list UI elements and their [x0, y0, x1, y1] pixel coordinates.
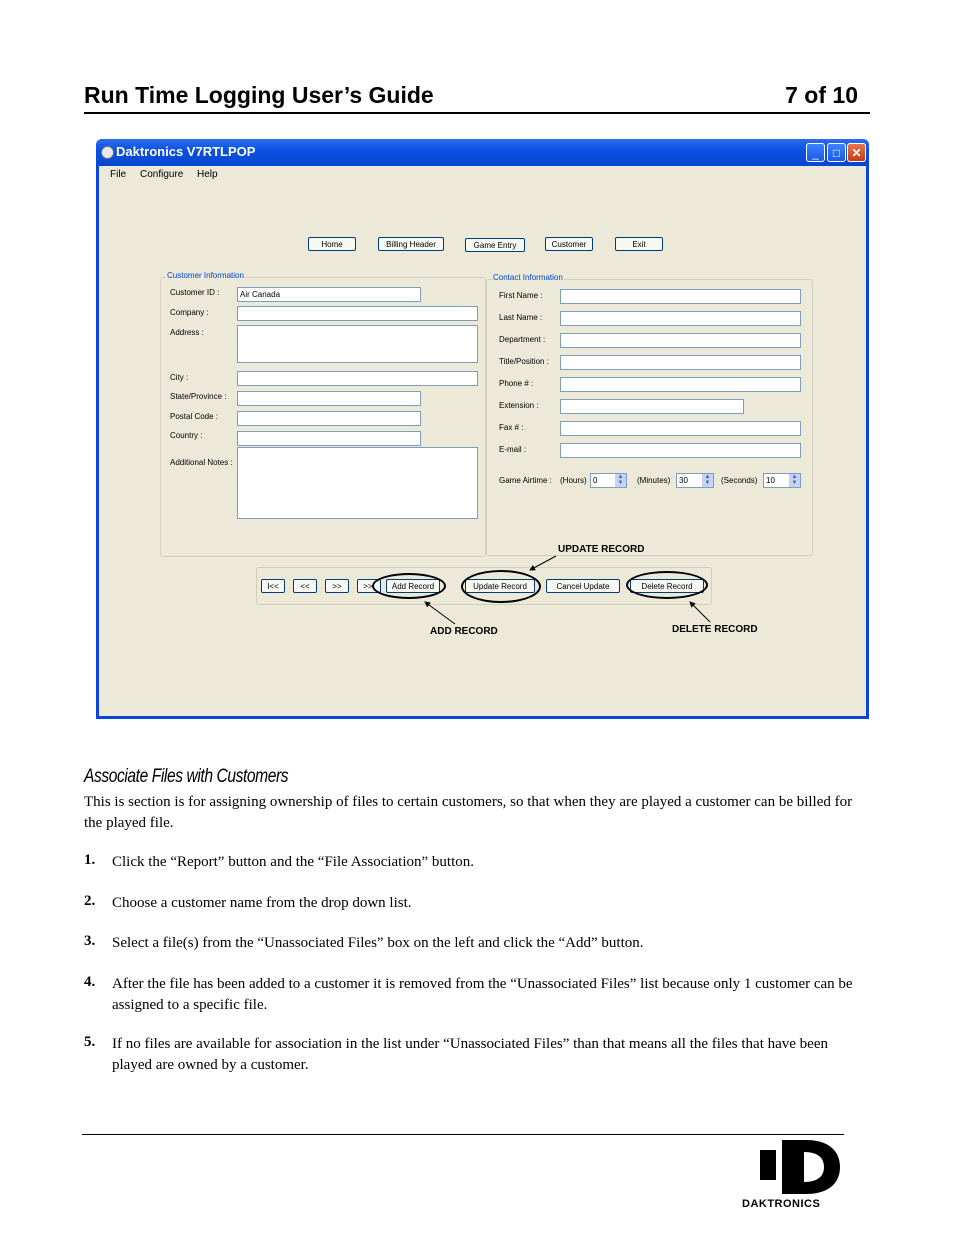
- home-button[interactable]: Home: [308, 237, 356, 251]
- address-label: Address :: [170, 328, 204, 337]
- update-record-annotation: UPDATE RECORD: [558, 544, 645, 555]
- menu-file[interactable]: File: [110, 169, 127, 180]
- menu-help[interactable]: Help: [197, 169, 218, 180]
- game-airtime-label: Game Airtime :: [499, 476, 552, 485]
- logo-wordmark: DAKTRONICS: [742, 1198, 821, 1210]
- cancel-update-button[interactable]: Cancel Update: [546, 579, 620, 593]
- section-title: Associate Files with Customers: [84, 766, 289, 787]
- footer-rule: [82, 1134, 844, 1135]
- minimize-icon[interactable]: _: [806, 143, 825, 162]
- exit-button[interactable]: Exit: [615, 237, 663, 251]
- game-entry-button[interactable]: Game Entry: [465, 238, 525, 252]
- last-name-label: Last Name :: [499, 313, 543, 322]
- close-icon[interactable]: ✕: [847, 143, 866, 162]
- spin-arrows-icon[interactable]: ▲ ▼: [789, 474, 800, 487]
- seconds-value: 10: [766, 476, 775, 485]
- customer-id-label: Customer ID :: [170, 288, 220, 297]
- additional-notes-label: Additional Notes :: [170, 458, 233, 467]
- add-record-annotation: ADD RECORD: [430, 626, 498, 637]
- fax-label: Fax # :: [499, 423, 524, 432]
- step-text: Click the “Report” button and the “File Association” button.: [112, 854, 475, 870]
- customer-id-input[interactable]: Air Canada: [237, 287, 421, 302]
- update-arrow: [530, 556, 556, 570]
- previous-record-button[interactable]: <<: [293, 579, 317, 593]
- step-text: Choose a customer name from the drop down list.: [112, 895, 412, 911]
- step-number: 3.: [84, 933, 96, 949]
- first-name-label: First Name :: [499, 291, 543, 300]
- email-label: E-mail :: [499, 445, 527, 454]
- postal-code-label: Postal Code :: [170, 412, 219, 421]
- step-text: If no files are available for association in the list under “Unassociated Files” than that means all the files that have been played are owned by a customer.: [112, 1036, 829, 1073]
- spin-arrows-icon[interactable]: ▲ ▼: [615, 474, 626, 487]
- step-number: 1.: [84, 852, 96, 868]
- menu-configure[interactable]: Configure: [140, 169, 184, 180]
- phone-label: Phone # :: [499, 379, 534, 388]
- spin-arrows-icon[interactable]: ▲ ▼: [702, 474, 713, 487]
- minutes-value: 30: [679, 476, 688, 485]
- step-number: 5.: [84, 1034, 96, 1050]
- company-label: Company :: [170, 308, 209, 317]
- title-position-label: Title/Position :: [499, 357, 549, 366]
- first-record-button[interactable]: I<<: [261, 579, 285, 593]
- delete-record-button[interactable]: Delete Record: [630, 579, 704, 593]
- customer-button[interactable]: Customer: [545, 237, 593, 251]
- last-record-button[interactable]: >>I: [357, 579, 381, 593]
- window-title: Daktronics V7RTLPOP: [116, 144, 256, 159]
- city-label: City :: [170, 373, 189, 382]
- delete-record-annotation: DELETE RECORD: [672, 624, 758, 635]
- page-number: 7 of 10: [785, 82, 858, 108]
- delete-arrow: [690, 602, 710, 622]
- hours-label: (Hours): [560, 476, 587, 485]
- step-number: 2.: [84, 893, 96, 909]
- section-intro: This is section is for assigning ownership of files to certain customers, so that when they are played a customer can be billed for the played file.: [84, 794, 853, 831]
- maximize-icon[interactable]: □: [827, 143, 846, 162]
- next-record-button[interactable]: >>: [325, 579, 349, 593]
- billing-header-button[interactable]: Billing Header: [378, 237, 444, 251]
- hours-value: 0: [593, 476, 598, 485]
- state-province-label: State/Province :: [170, 392, 227, 401]
- step-text: After the file has been added to a customer it is removed from the “Unassociated Files” list because only 1 customer can be assigned to a specific file.: [112, 976, 853, 1013]
- step-text: Select a file(s) from the “Unassociated Files” box on the left and click the “Add” button.: [112, 935, 644, 951]
- seconds-label: (Seconds): [721, 476, 758, 485]
- add-record-button[interactable]: Add Record: [386, 579, 440, 593]
- country-label: Country :: [170, 431, 203, 440]
- add-arrow: [425, 602, 455, 624]
- step-number: 4.: [84, 974, 96, 990]
- extension-label: Extension :: [499, 401, 539, 410]
- update-record-button[interactable]: Update Record: [465, 579, 535, 593]
- contact-info-legend: Contact Information: [493, 273, 563, 282]
- department-label: Department :: [499, 335, 546, 344]
- minutes-label: (Minutes): [637, 476, 671, 485]
- document-title: Run Time Logging User’s Guide: [84, 82, 434, 108]
- daktronics-logo-icon: [758, 1138, 842, 1196]
- customer-info-legend: Customer Information: [167, 271, 244, 280]
